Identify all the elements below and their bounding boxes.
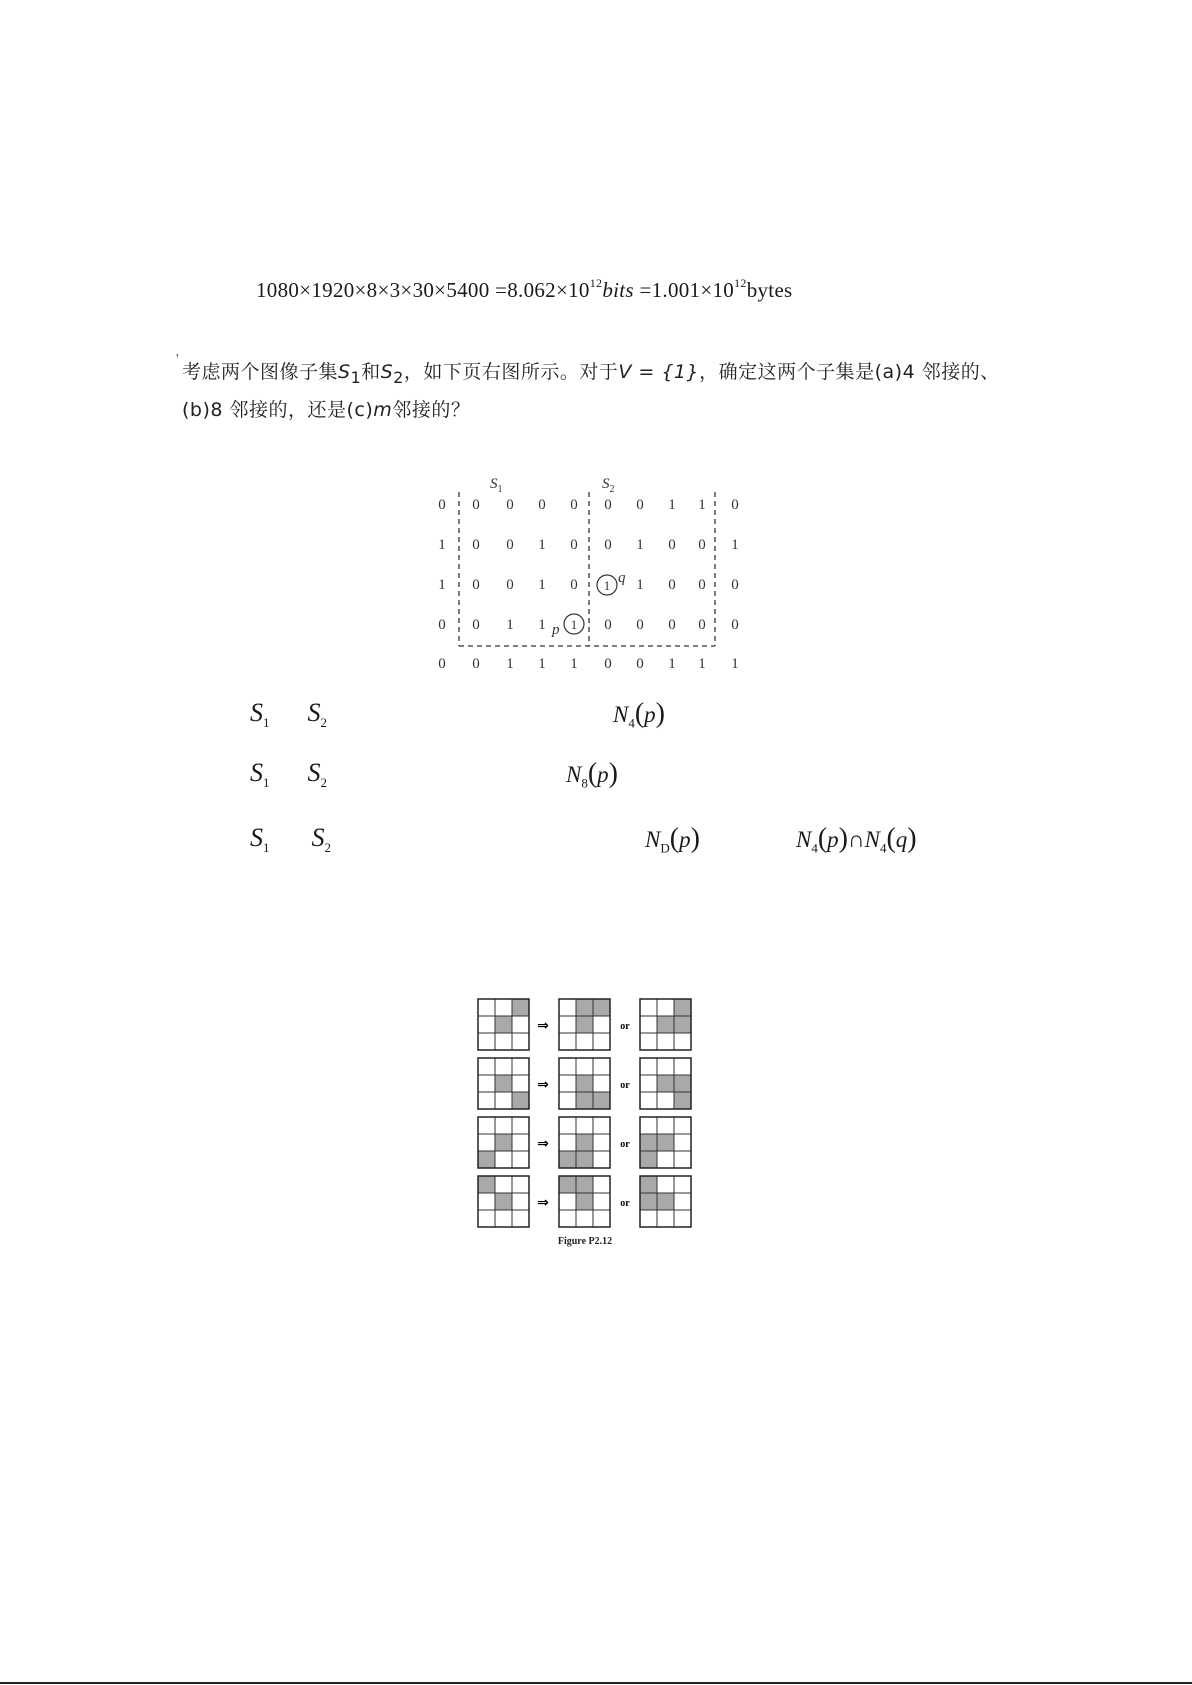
grid-cell-value: 1 (538, 537, 546, 553)
shaded-pixel (657, 1134, 674, 1151)
grid-cell-value: 1 (668, 497, 676, 513)
empty-pixel (640, 999, 657, 1016)
empty-pixel (559, 1075, 576, 1092)
grid-cell-value-circled: 1 (570, 617, 578, 632)
grid-cell-value: 1 (698, 497, 706, 513)
empty-pixel (495, 1058, 512, 1075)
empty-pixel (674, 1151, 691, 1168)
answer3-intersection: $N_4(p)\cap N_4(q)$ (796, 823, 917, 856)
problem-text-2: ，如下页右图所示。对于 (403, 361, 619, 383)
empty-pixel (512, 1117, 529, 1134)
empty-pixel (576, 1033, 593, 1050)
answer2-s1: $S_1$ (250, 758, 270, 791)
empty-pixel (674, 1033, 691, 1050)
grid-cell-value: 0 (668, 617, 676, 633)
empty-pixel (593, 1058, 610, 1075)
source-pattern-grid (478, 1117, 529, 1168)
grid-cell-value: 0 (570, 537, 578, 553)
empty-pixel (478, 1016, 495, 1033)
option-b-grid (640, 999, 691, 1050)
empty-pixel (512, 1193, 529, 1210)
grid-cell-value: 1 (698, 656, 706, 672)
shaded-pixel (576, 1151, 593, 1168)
grid-cell-value: 0 (636, 617, 644, 633)
grid-cell-value: 0 (472, 497, 480, 513)
empty-pixel (640, 1016, 657, 1033)
problem-and: 和 (361, 361, 381, 383)
grid-cell-value: 0 (604, 537, 612, 553)
empty-pixel (593, 1151, 610, 1168)
shaded-pixel (674, 1016, 691, 1033)
empty-pixel (674, 1117, 691, 1134)
problem-s1: S (338, 361, 351, 383)
grid-cell-value: 1 (668, 656, 676, 672)
problem-statement (182, 356, 1012, 426)
shaded-pixel (495, 1193, 512, 1210)
answer-line-4-adjacency (250, 698, 327, 731)
grid-cell-value: 1 (570, 656, 578, 672)
answer1-n4p: $N_4(p)$ (613, 698, 665, 731)
empty-pixel (640, 1117, 657, 1134)
option-b-grid (640, 1176, 691, 1227)
grid-cell-value: 0 (506, 497, 514, 513)
grid-cell-value: 0 (570, 577, 578, 593)
empty-pixel (640, 1075, 657, 1092)
empty-pixel (478, 999, 495, 1016)
empty-pixel (512, 1016, 529, 1033)
pixel-grid-figure (430, 470, 760, 680)
empty-pixel (593, 1210, 610, 1227)
empty-pixel (576, 1210, 593, 1227)
empty-pixel (657, 1058, 674, 1075)
option-a-grid (559, 999, 610, 1050)
label-p: p (552, 622, 560, 638)
or-label: or (620, 1021, 630, 1032)
option-b-grid (640, 1058, 691, 1109)
shaded-pixel (478, 1151, 495, 1168)
empty-pixel (478, 1058, 495, 1075)
empty-pixel (559, 1210, 576, 1227)
empty-pixel (495, 1092, 512, 1109)
empty-pixel (674, 1058, 691, 1075)
grid-cell-value: 1 (538, 617, 546, 633)
grid-cell-value: 0 (698, 577, 706, 593)
grid-cell-value: 0 (604, 617, 612, 633)
empty-pixel (593, 1117, 610, 1134)
empty-pixel (495, 1033, 512, 1050)
implies-arrow: ⇒ (537, 1136, 549, 1152)
grid-cell-value: 0 (731, 497, 739, 513)
empty-pixel (593, 1134, 610, 1151)
grid-cell-value: 0 (472, 617, 480, 633)
grid-cell-value: 1 (538, 577, 546, 593)
answer3-s1: $S_1$ (250, 823, 270, 856)
grid-cell-value: 1 (731, 656, 739, 672)
empty-pixel (593, 1075, 610, 1092)
shaded-pixel (576, 1016, 593, 1033)
empty-pixel (657, 1210, 674, 1227)
empty-pixel (640, 1058, 657, 1075)
empty-pixel (495, 1210, 512, 1227)
grid-cell-value: 0 (698, 537, 706, 553)
grid-cell-value: 0 (570, 497, 578, 513)
empty-pixel (478, 1075, 495, 1092)
shaded-pixel (657, 1016, 674, 1033)
equation-bits-value: =8.062×10 (495, 278, 590, 302)
shaded-pixel (559, 1151, 576, 1168)
empty-pixel (576, 1058, 593, 1075)
empty-pixel (559, 1092, 576, 1109)
grid-cell-value: 1 (731, 537, 739, 553)
problem-m: m (373, 398, 393, 421)
empty-pixel (495, 999, 512, 1016)
empty-pixel (512, 1151, 529, 1168)
shaded-pixel (576, 1176, 593, 1193)
empty-pixel (512, 1075, 529, 1092)
or-label: or (620, 1198, 630, 1209)
answer1-s2: $S_2$ (307, 698, 327, 731)
grid-cell-value: 0 (438, 617, 446, 633)
grid-cell-value: 1 (506, 617, 514, 633)
grid-cell-value: 1 (538, 656, 546, 672)
problem-s2: S (380, 361, 394, 383)
or-label: or (620, 1139, 630, 1150)
empty-pixel (657, 1033, 674, 1050)
grid-cell-value: 1 (636, 577, 644, 593)
empty-pixel (674, 1210, 691, 1227)
empty-pixel (495, 1117, 512, 1134)
empty-pixel (593, 1016, 610, 1033)
shaded-pixel (640, 1134, 657, 1151)
answer1-s1: $S_1$ (250, 698, 270, 731)
empty-pixel (512, 1033, 529, 1050)
answer3-s2: $S_2$ (311, 823, 331, 856)
problem-mark: ' (176, 352, 179, 367)
empty-pixel (640, 1092, 657, 1109)
shaded-pixel (593, 999, 610, 1016)
shaded-pixel (576, 999, 593, 1016)
grid-cell-value: 0 (604, 656, 612, 672)
empty-pixel (559, 1033, 576, 1050)
answer2-s2: $S_2$ (307, 758, 327, 791)
empty-pixel (495, 1151, 512, 1168)
empty-pixel (478, 1134, 495, 1151)
equation-bytes-value: =1.001×10 (639, 278, 735, 302)
figure-caption: Figure P2.12 (557, 1236, 613, 1247)
grid-cell-value: 0 (604, 497, 612, 513)
option-a-grid (559, 1176, 610, 1227)
empty-pixel (674, 1134, 691, 1151)
shaded-pixel (512, 999, 529, 1016)
shaded-pixel (495, 1134, 512, 1151)
grid-cell-value: 0 (438, 656, 446, 672)
empty-pixel (657, 1092, 674, 1109)
implies-arrow: ⇒ (537, 1018, 549, 1034)
empty-pixel (512, 1058, 529, 1075)
answer3-ndp: $N_D(p)$ (645, 823, 700, 856)
option-a-grid (559, 1058, 610, 1109)
shaded-pixel (593, 1092, 610, 1109)
source-pattern-grid (478, 999, 529, 1050)
grid-cell-value: 1 (636, 537, 644, 553)
shaded-pixel (640, 1176, 657, 1193)
shaded-pixel (657, 1193, 674, 1210)
grid-cell-value: 0 (668, 577, 676, 593)
empty-pixel (478, 1092, 495, 1109)
grid-cell-value: 0 (668, 537, 676, 553)
shaded-pixel (674, 1075, 691, 1092)
empty-pixel (674, 1176, 691, 1193)
empty-pixel (657, 1151, 674, 1168)
grid-cell-value: 0 (538, 497, 546, 513)
page-bottom-rule (0, 1682, 1192, 1684)
grid-cell-value: 1 (506, 656, 514, 672)
equation-left: 1080×1920×8×3×30×5400 (256, 278, 490, 302)
problem-text-4: 邻接的？ (392, 398, 471, 421)
empty-pixel (593, 1193, 610, 1210)
shaded-pixel (512, 1092, 529, 1109)
shaded-pixel (576, 1075, 593, 1092)
grid-cell-value: 0 (506, 537, 514, 553)
empty-pixel (657, 1176, 674, 1193)
storage-equation (256, 278, 793, 303)
problem-text-3: ，确定这两个子集是(a)4 邻接的、(b)8 邻接的，还是(c) (182, 361, 1000, 421)
empty-pixel (640, 1210, 657, 1227)
equation-bits-unit: bits (602, 278, 634, 302)
grid-cell-value: 0 (698, 617, 706, 633)
empty-pixel (657, 1117, 674, 1134)
empty-pixel (640, 1033, 657, 1050)
grid-cell-value: 1 (438, 577, 446, 593)
grid-cell-value: 0 (636, 497, 644, 513)
grid-cell-value: 1 (438, 537, 446, 553)
or-label: or (620, 1080, 630, 1091)
implies-arrow: ⇒ (537, 1077, 549, 1093)
problem-text-1: 考虑两个图像子集 (182, 361, 339, 383)
empty-pixel (657, 999, 674, 1016)
grid-cell-value: 0 (731, 617, 739, 633)
shaded-pixel (640, 1151, 657, 1168)
grid-cell-value: 0 (472, 577, 480, 593)
empty-pixel (559, 1058, 576, 1075)
problem-s1-sub: 1 (350, 367, 362, 387)
answer-line-m-adjacency (250, 823, 331, 856)
label-q: q (618, 570, 626, 586)
implies-arrow: ⇒ (537, 1195, 549, 1211)
empty-pixel (512, 1210, 529, 1227)
option-b-grid (640, 1117, 691, 1168)
grid-cell-value: 0 (438, 497, 446, 513)
shaded-pixel (640, 1193, 657, 1210)
grid-cell-value: 0 (506, 577, 514, 593)
empty-pixel (478, 1033, 495, 1050)
empty-pixel (478, 1193, 495, 1210)
shaded-pixel (559, 1176, 576, 1193)
source-pattern-grid (478, 1058, 529, 1109)
empty-pixel (559, 999, 576, 1016)
shaded-pixel (576, 1134, 593, 1151)
empty-pixel (512, 1176, 529, 1193)
source-pattern-grid (478, 1176, 529, 1227)
shaded-pixel (495, 1075, 512, 1092)
empty-pixel (495, 1176, 512, 1193)
shaded-pixel (478, 1176, 495, 1193)
equation-bits-exponent: 12 (589, 276, 603, 290)
empty-pixel (593, 1176, 610, 1193)
grid-cell-value: 0 (731, 577, 739, 593)
equation-bytes-unit: bytes (746, 278, 793, 302)
shaded-pixel (495, 1016, 512, 1033)
empty-pixel (512, 1134, 529, 1151)
problem-v-set: V = {1} (618, 361, 700, 383)
grid-cell-value: 0 (472, 537, 480, 553)
empty-pixel (559, 1016, 576, 1033)
empty-pixel (559, 1134, 576, 1151)
empty-pixel (559, 1193, 576, 1210)
shaded-pixel (674, 1092, 691, 1109)
empty-pixel (478, 1210, 495, 1227)
shaded-pixel (576, 1092, 593, 1109)
grid-cell-value: 0 (636, 656, 644, 672)
shaded-pixel (674, 999, 691, 1016)
empty-pixel (674, 1193, 691, 1210)
empty-pixel (478, 1117, 495, 1134)
empty-pixel (576, 1117, 593, 1134)
option-a-grid (559, 1117, 610, 1168)
equation-bytes-exponent: 12 (734, 276, 747, 290)
shaded-pixel (576, 1193, 593, 1210)
answer2-n8p: $N_8(p)$ (566, 758, 618, 791)
empty-pixel (593, 1033, 610, 1050)
grid-cell-value-circled: 1 (603, 578, 611, 593)
label-s1: $S_1$ (490, 476, 503, 495)
grid-cell-value: 0 (472, 656, 480, 672)
label-s2: $S_2$ (602, 476, 615, 495)
shaded-pixel (657, 1075, 674, 1092)
m-adjacency-figure (470, 995, 710, 1250)
empty-pixel (559, 1117, 576, 1134)
answer-line-8-adjacency (250, 758, 327, 791)
problem-s2-sub: 2 (393, 367, 404, 387)
